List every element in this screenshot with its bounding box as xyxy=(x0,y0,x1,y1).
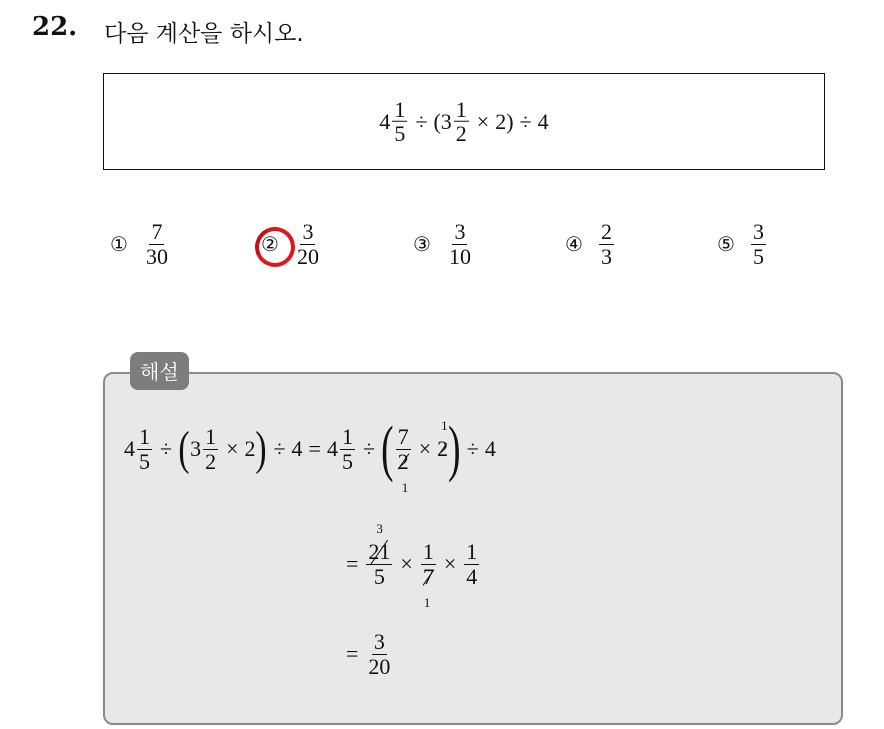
problem-expression xyxy=(104,97,824,146)
frac-num: 3 xyxy=(752,219,764,244)
equals-sign: = xyxy=(346,551,359,577)
frac-num: 1 xyxy=(341,423,353,449)
choice-3[interactable] xyxy=(413,220,475,269)
equals-sign: = xyxy=(308,436,321,461)
frac-num: 3 xyxy=(454,219,466,244)
frac-den: 30 xyxy=(145,243,168,269)
number-cancel xyxy=(437,418,449,462)
frac-den: 5 xyxy=(341,448,353,474)
fraction-cancel xyxy=(421,539,436,610)
choice-marker: ① xyxy=(110,232,128,257)
equals-sign: = xyxy=(346,641,359,667)
frac-den: 2 xyxy=(205,448,217,474)
fraction xyxy=(203,425,218,474)
choice-5[interactable] xyxy=(717,220,768,269)
big-left-paren: ( xyxy=(381,415,394,483)
times-sign: × xyxy=(418,436,432,461)
choice-marker: ③ xyxy=(413,232,431,257)
number: 2 xyxy=(244,436,256,461)
cancel-result: 1 xyxy=(401,479,409,495)
frac-num: 1 xyxy=(466,539,478,564)
frac-den-cancelled: 2 xyxy=(397,448,409,474)
frac-den: 4 xyxy=(466,563,478,589)
divide-sign-2: ÷ xyxy=(519,108,532,134)
choice-marker: ⑤ xyxy=(717,232,735,257)
right-paren: ) xyxy=(255,422,268,475)
times-sign: × xyxy=(226,436,239,461)
choice-4[interactable] xyxy=(565,220,616,269)
cancel-result: 1 xyxy=(441,418,448,433)
divide-sign: ÷ xyxy=(466,436,479,461)
frac-den: 3 xyxy=(600,243,612,269)
solution-line-2 xyxy=(340,521,481,610)
frac-num: 1 xyxy=(422,539,434,564)
left-paren: ( xyxy=(433,108,441,134)
frac-den: 2 xyxy=(455,121,467,146)
choice-fraction xyxy=(447,220,473,269)
whole-b: 3 xyxy=(440,108,452,134)
fraction xyxy=(464,540,479,589)
choice-fraction xyxy=(599,220,614,269)
frac-den: 20 xyxy=(368,653,391,679)
right-paren: ) xyxy=(506,108,514,134)
frac-den: 5 xyxy=(373,563,385,589)
frac-num: 3 xyxy=(302,219,314,244)
question-number: 22. xyxy=(32,12,78,42)
fraction xyxy=(340,425,355,474)
frac-den-cancelled: 7 xyxy=(422,563,434,589)
number-cancelled: 2 xyxy=(437,436,449,461)
answer-fraction xyxy=(366,630,392,679)
fraction-cancel xyxy=(396,423,411,495)
cancel-result: 3 xyxy=(376,521,383,536)
times-sign: × xyxy=(476,108,490,134)
whole-a: 4 xyxy=(379,108,391,134)
frac-den: 10 xyxy=(448,243,471,269)
problem-box xyxy=(103,73,825,170)
choice-fraction xyxy=(295,220,321,269)
frac-num-cancelled: 21 xyxy=(368,539,391,564)
choice-fraction xyxy=(751,220,766,269)
frac-den: 5 xyxy=(139,448,150,474)
solution-tab: 해설 xyxy=(130,352,189,390)
question-text: 다음 계산을 하시오. xyxy=(104,21,304,47)
choice-fraction xyxy=(144,220,170,269)
frac-num: 7 xyxy=(397,423,409,449)
left-paren: ( xyxy=(178,422,190,475)
number-two: 2 xyxy=(495,108,507,134)
divide-sign: ÷ xyxy=(160,436,173,461)
number: 4 xyxy=(484,436,496,461)
frac-num: 1 xyxy=(455,96,467,122)
choice-1[interactable] xyxy=(110,220,172,269)
frac-num: 2 xyxy=(600,219,612,244)
whole: 4 xyxy=(326,436,338,461)
whole: 4 xyxy=(124,436,135,461)
frac-num: 3 xyxy=(373,629,385,654)
fraction-b xyxy=(454,97,469,146)
frac-num: 1 xyxy=(394,96,406,122)
fraction-a xyxy=(392,97,407,146)
solution-line-3 xyxy=(340,630,394,679)
frac-num: 7 xyxy=(151,219,163,244)
divide-sign: ÷ xyxy=(415,108,428,134)
choice-marker-selected: ② xyxy=(261,232,279,257)
fraction xyxy=(137,425,152,474)
frac-den: 20 xyxy=(296,243,319,269)
divide-sign: ÷ xyxy=(273,436,286,461)
number: 4 xyxy=(291,436,303,461)
frac-num: 1 xyxy=(139,423,150,449)
big-right-paren: ) xyxy=(448,415,461,483)
choice-marker: ④ xyxy=(565,232,583,257)
number-four: 4 xyxy=(537,108,549,134)
times-sign: × xyxy=(443,551,457,577)
solution-line-1 xyxy=(124,415,496,495)
divide-sign: ÷ xyxy=(362,436,376,461)
frac-den: 5 xyxy=(394,121,406,146)
cancel-result: 1 xyxy=(423,595,431,610)
choice-2[interactable] xyxy=(261,220,323,269)
times-sign: × xyxy=(400,551,413,577)
frac-num: 1 xyxy=(205,423,217,449)
whole: 3 xyxy=(190,436,202,461)
frac-den: 5 xyxy=(752,243,764,269)
fraction-cancel xyxy=(366,521,392,589)
